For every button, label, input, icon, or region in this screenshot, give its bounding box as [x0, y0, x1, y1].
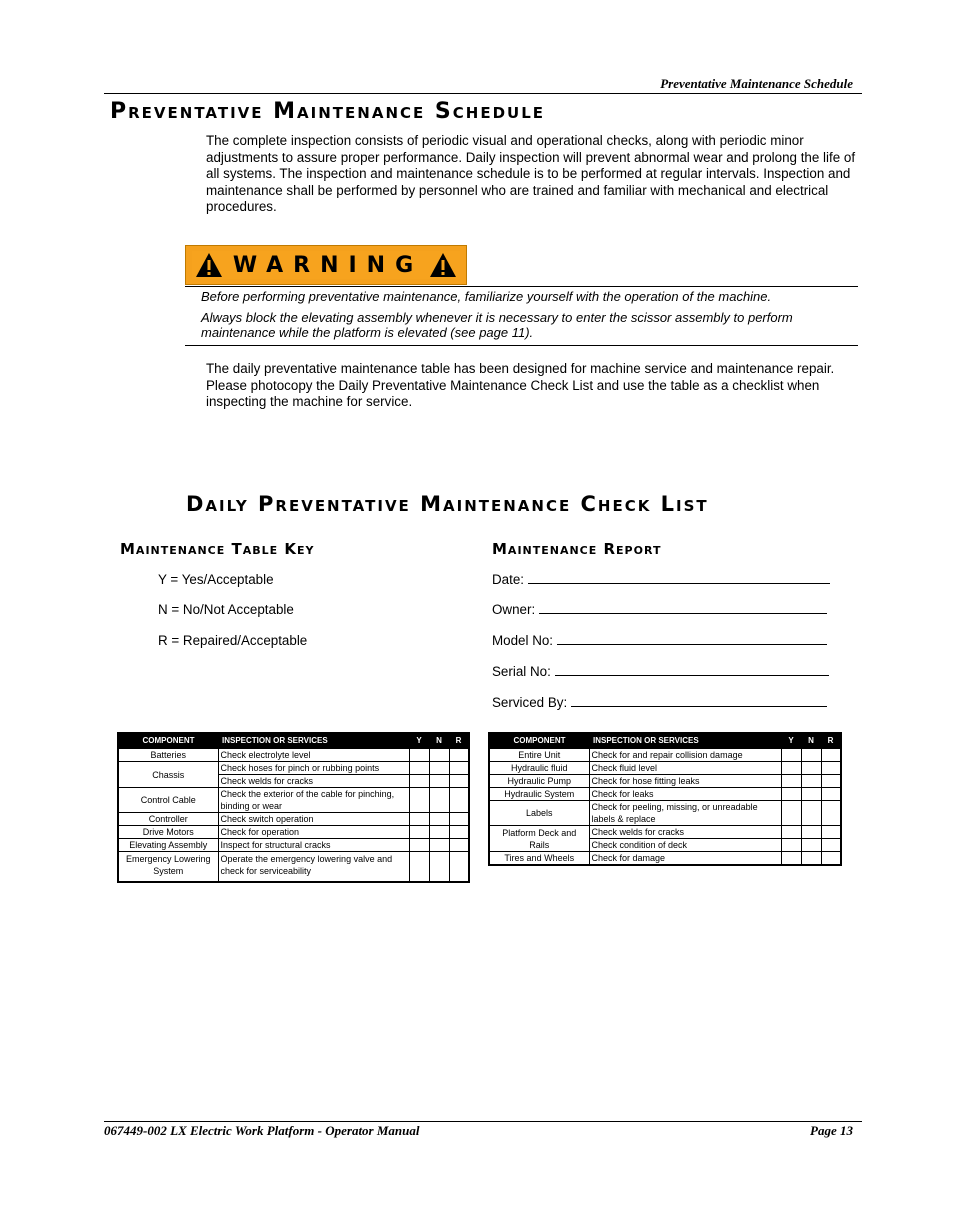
inspection-cell: Check switch operation	[218, 813, 409, 826]
warning-rule-bottom	[185, 345, 858, 346]
serial-blank[interactable]	[555, 665, 829, 676]
r-checkbox[interactable]	[449, 749, 469, 762]
component-cell: Entire Unit	[489, 749, 589, 762]
y-checkbox[interactable]	[409, 813, 429, 826]
inspection-cell: Operate the emergency lowering valve and check for serviceability	[218, 852, 409, 883]
n-checkbox[interactable]	[429, 762, 449, 775]
component-cell: Labels	[489, 801, 589, 826]
key-item: Y = Yes/Acceptable	[158, 572, 274, 587]
n-checkbox[interactable]	[429, 749, 449, 762]
intro-paragraph: The complete inspection consists of periodic visual and operational checks, along with periodic minor adjustments to assure proper performance. Daily inspection will prevent abnormal wear and prolong the life of all systems. The inspection and maintenance schedule is to be performed at regular intervals. Inspection and maintenance shall be performed by personnel who are trained and familiar with mechanical and electrical procedures.	[206, 133, 856, 215]
y-checkbox[interactable]	[781, 775, 801, 788]
table-row	[489, 801, 841, 826]
r-checkbox[interactable]	[449, 775, 469, 788]
report-field-date	[492, 572, 830, 587]
r-checkbox[interactable]	[821, 826, 841, 839]
report-field-model	[492, 633, 827, 648]
col-header: N	[801, 733, 821, 749]
section-title: Preventative Maintenance Schedule	[110, 99, 546, 124]
table-row	[118, 852, 469, 883]
n-checkbox[interactable]	[801, 775, 821, 788]
inspection-cell: Check for damage	[589, 852, 781, 866]
col-header: Y	[781, 733, 801, 749]
y-checkbox[interactable]	[781, 788, 801, 801]
serviced-by-blank[interactable]	[571, 696, 827, 707]
n-checkbox[interactable]	[801, 839, 821, 852]
col-header: INSPECTION OR SERVICES	[589, 733, 781, 749]
inspection-cell: Check electrolyte level	[218, 749, 409, 762]
inspection-cell: Inspect for structural cracks	[218, 839, 409, 852]
component-cell: Tires and Wheels	[489, 852, 589, 866]
n-checkbox[interactable]	[429, 813, 449, 826]
n-checkbox[interactable]	[429, 852, 449, 883]
component-cell: Hydraulic System	[489, 788, 589, 801]
component-cell: Emergency Lowering System	[118, 852, 218, 883]
footer-page-number: Page 13	[810, 1123, 853, 1138]
table-row	[489, 775, 841, 788]
checklist-table-left	[117, 732, 470, 883]
inspection-cell: Check fluid level	[589, 762, 781, 775]
n-checkbox[interactable]	[801, 762, 821, 775]
warning-rule-top	[185, 286, 858, 287]
inspection-cell: Check for operation	[218, 826, 409, 839]
r-checkbox[interactable]	[449, 762, 469, 775]
report-label: Date:	[492, 572, 525, 587]
y-checkbox[interactable]	[409, 749, 429, 762]
inspection-cell: Check condition of deck	[589, 839, 781, 852]
n-checkbox[interactable]	[801, 749, 821, 762]
col-header: N	[429, 733, 449, 749]
inspection-cell: Check for and repair collision damage	[589, 749, 781, 762]
col-header: R	[821, 733, 841, 749]
y-checkbox[interactable]	[409, 762, 429, 775]
date-blank[interactable]	[528, 573, 830, 584]
table-row	[489, 826, 841, 839]
key-title: Maintenance Table Key	[120, 540, 315, 558]
r-checkbox[interactable]	[821, 788, 841, 801]
table-row	[489, 749, 841, 762]
r-checkbox[interactable]	[449, 788, 469, 813]
table-row	[118, 813, 469, 826]
table-row	[118, 749, 469, 762]
report-label: Serial No:	[492, 664, 551, 679]
component-cell: Platform Deck and Rails	[489, 826, 589, 852]
table-row	[118, 788, 469, 813]
component-cell: Batteries	[118, 749, 218, 762]
footer-doc-title: 067449-002 LX Electric Work Platform - Operator Manual	[104, 1123, 420, 1138]
y-checkbox[interactable]	[409, 839, 429, 852]
y-checkbox[interactable]	[409, 826, 429, 839]
n-checkbox[interactable]	[801, 801, 821, 826]
key-item: R = Repaired/Acceptable	[158, 633, 308, 648]
col-header: R	[449, 733, 469, 749]
warning-label: WARNING	[232, 252, 424, 278]
n-checkbox[interactable]	[429, 788, 449, 813]
r-checkbox[interactable]	[449, 839, 469, 852]
r-checkbox[interactable]	[821, 749, 841, 762]
warning-banner	[185, 245, 467, 285]
y-checkbox[interactable]	[781, 839, 801, 852]
component-cell: Hydraulic Pump	[489, 775, 589, 788]
y-checkbox[interactable]	[781, 801, 801, 826]
inspection-cell: Check hoses for pinch or rubbing points	[218, 762, 409, 775]
table-row	[489, 852, 841, 866]
n-checkbox[interactable]	[801, 852, 821, 866]
outro-paragraph: The daily preventative maintenance table has been designed for machine service and maintenance repair. Please photocopy the Daily Preventative Maintenance Check List and use the table as a checklist when inspecting the machine for service.	[206, 361, 835, 410]
r-checkbox[interactable]	[821, 775, 841, 788]
report-label: Model No:	[492, 633, 554, 648]
n-checkbox[interactable]	[429, 839, 449, 852]
inspection-cell: Check for peeling, missing, or unreadable labels & replace	[589, 801, 781, 826]
col-header: COMPONENT	[489, 733, 589, 749]
y-checkbox[interactable]	[781, 762, 801, 775]
r-checkbox[interactable]	[821, 801, 841, 826]
owner-blank[interactable]	[539, 603, 827, 614]
y-checkbox[interactable]	[409, 852, 429, 883]
y-checkbox[interactable]	[781, 852, 801, 866]
col-header: Y	[409, 733, 429, 749]
y-checkbox[interactable]	[781, 826, 801, 839]
col-header: INSPECTION OR SERVICES	[218, 733, 409, 749]
inspection-cell: Check the exterior of the cable for pinching, binding or wear	[218, 788, 409, 813]
r-checkbox[interactable]	[449, 852, 469, 883]
y-checkbox[interactable]	[409, 788, 429, 813]
n-checkbox[interactable]	[801, 788, 821, 801]
component-cell: Controller	[118, 813, 218, 826]
report-field-serial	[492, 664, 829, 679]
r-checkbox[interactable]	[449, 826, 469, 839]
r-checkbox[interactable]	[449, 813, 469, 826]
inspection-cell: Check for hose fitting leaks	[589, 775, 781, 788]
report-label: Serviced By:	[492, 695, 568, 710]
model-blank[interactable]	[557, 634, 827, 645]
r-checkbox[interactable]	[821, 839, 841, 852]
table-row	[118, 826, 469, 839]
header-rule	[104, 93, 862, 94]
checklist-table-right	[488, 732, 842, 866]
table-row	[118, 762, 469, 775]
warning-triangle-icon	[195, 252, 223, 278]
component-cell: Drive Motors	[118, 826, 218, 839]
checklist-title: Daily Preventative Maintenance Check List	[186, 492, 709, 516]
component-cell: Control Cable	[118, 788, 218, 813]
component-cell: Elevating Assembly	[118, 839, 218, 852]
component-cell: Chassis	[118, 762, 218, 788]
warning-text: Before performing preventative maintenance, familiarize yourself with the operation of the machine.	[201, 289, 772, 304]
r-checkbox[interactable]	[821, 762, 841, 775]
table-row	[489, 762, 841, 775]
key-item: N = No/Not Acceptable	[158, 602, 294, 617]
inspection-cell: Check for leaks	[589, 788, 781, 801]
footer-rule	[104, 1121, 862, 1122]
table-row	[118, 839, 469, 852]
inspection-cell: Check welds for cracks	[589, 826, 781, 839]
inspection-cell: Check welds for cracks	[218, 775, 409, 788]
report-field-owner	[492, 602, 827, 617]
warning-text: Always block the elevating assembly whenever it is necessary to enter the scissor assembly to perform maintenance while the platform is elevated (see page 11).	[201, 310, 793, 340]
table-row	[489, 788, 841, 801]
n-checkbox[interactable]	[801, 826, 821, 839]
col-header: COMPONENT	[118, 733, 218, 749]
report-field-serviced-by	[492, 695, 827, 710]
running-header: Preventative Maintenance Schedule	[660, 76, 853, 91]
r-checkbox[interactable]	[821, 852, 841, 866]
n-checkbox[interactable]	[429, 826, 449, 839]
report-title: Maintenance Report	[492, 540, 662, 558]
component-cell: Hydraulic fluid	[489, 762, 589, 775]
n-checkbox[interactable]	[429, 775, 449, 788]
y-checkbox[interactable]	[781, 749, 801, 762]
y-checkbox[interactable]	[409, 775, 429, 788]
warning-triangle-icon	[429, 252, 457, 278]
report-label: Owner:	[492, 602, 536, 617]
